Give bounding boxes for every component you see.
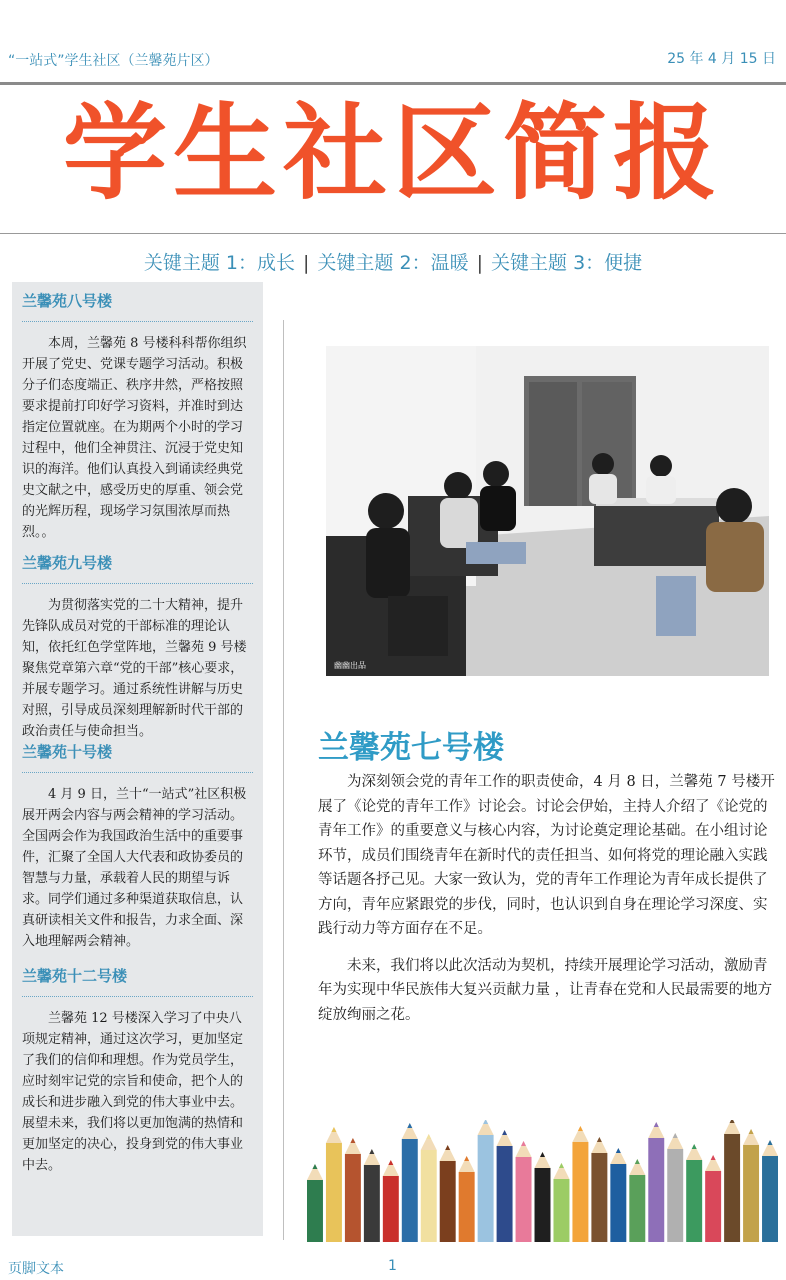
- top-divider: [0, 82, 786, 85]
- activity-photo: [326, 346, 769, 676]
- sidebar: [12, 282, 263, 1236]
- theme-1: 关键主题 1：成长: [143, 252, 295, 274]
- pencil-lead: [407, 1123, 412, 1128]
- pencil-body: [383, 1176, 399, 1242]
- article-paragraph-1: 为深刻领会党的青年工作的职责使命，4 月 8 日，兰馨苑 7 号楼开展了《论党的青年工作》讨论会。讨论会伊始，主持人介绍了《论党的青年工作》的重要意义与核心内容，为讨论奠定理论基础。在小组讨论环节，成员们围绕青年在新时代的责任担当、如何将党的理论融入实践等话题各抒己见。大家一致认为，党的青年工作理论为青年成长提供了方向，青年应紧跟党的步伐，同时，也认识到自身在理论学习深度、实践行动力等方面存在不足。: [318, 774, 775, 937]
- pencil-body: [686, 1160, 702, 1242]
- pencil-lead: [369, 1149, 374, 1154]
- pencil-body: [402, 1139, 418, 1242]
- pencil-body: [345, 1154, 361, 1242]
- article-body: [318, 770, 780, 1039]
- pencil-lead: [331, 1127, 336, 1132]
- pencil-lead: [597, 1137, 602, 1142]
- pencil-lead: [616, 1148, 621, 1153]
- pencil-lead: [483, 1120, 488, 1124]
- sidebar-text-12: 兰馨苑 12 号楼深入学习了中央八项规定精神，通过这次学习，更加坚定了我们的信仰和理想。作为党员学生，应时刻牢记党的宗旨和使命，把个人的成长和进步融入到党的伟大事业中去。展望未来，我们将以更加饱满的热情和更加坚定的决心，投身到党的伟大事业中去。: [22, 1011, 244, 1173]
- pencil-lead: [711, 1155, 716, 1160]
- pencil-lead: [350, 1138, 355, 1143]
- pencil-lead: [692, 1144, 697, 1149]
- pencil-body: [307, 1180, 323, 1242]
- pencil-lead: [464, 1156, 469, 1161]
- pencil-lead: [730, 1120, 735, 1123]
- pencil-body: [535, 1168, 551, 1242]
- pencil-body: [478, 1135, 494, 1242]
- pencil-lead: [673, 1133, 678, 1138]
- pencil-lead: [578, 1126, 583, 1131]
- pencil-body: [743, 1145, 759, 1242]
- pencil-body: [724, 1134, 740, 1242]
- photo-caption: 幽幽出品: [334, 661, 366, 670]
- pencil-body: [364, 1165, 380, 1242]
- pencil-body: [553, 1179, 569, 1242]
- pencils-illustration: [306, 1120, 780, 1242]
- pencil-lead: [559, 1163, 564, 1168]
- pencil-lead: [388, 1160, 393, 1165]
- header-org: “一站式”学生社区（兰馨苑片区）: [8, 53, 219, 69]
- sidebar-heading-9: 兰馨苑九号楼: [22, 554, 113, 572]
- sidebar-text-8: 本周，兰馨苑 8 号楼科科帮你组织开展了党史、党课专题学习活动。积极分子们态度端正、秩序井然，严格按照要求提前打印好学习资料，并准时到达指定位置就座。在为期两个小时的学习过程中，他们全神贯注、沉浸于党史知识的海洋。他们认真投入到诵读经典党史文献之中，感受历史的厚重、领会党的光辉历程，现场学习氛围浓厚而热烈。。: [22, 336, 247, 540]
- pencil-body: [610, 1164, 626, 1242]
- pencil-body: [667, 1149, 683, 1242]
- pencil-lead: [768, 1140, 773, 1145]
- pencil-body: [572, 1142, 588, 1242]
- article-title: 兰馨苑七号楼: [318, 730, 504, 766]
- pencil-body: [591, 1153, 607, 1242]
- footer-text: 页脚文本: [8, 1261, 64, 1277]
- pencil-lead: [426, 1134, 431, 1139]
- pencil-body: [440, 1161, 456, 1242]
- title-divider: [0, 233, 786, 234]
- sidebar-text-9: 为贯彻落实党的二十大精神，提升先锋队成员对党的干部标准的理论认知，依托红色学堂阵地，兰馨苑 9 号楼聚焦党章第六章“党的干部”核心要求，并展专题学习。通过系统性讲解与历史对照，引导成员深刻理解新时代干部的政治责任与使命担当。: [22, 598, 247, 739]
- pencil-lead: [445, 1145, 450, 1150]
- header-date: 25 年 4 月 15 日: [667, 51, 776, 67]
- sidebar-heading-10: 兰馨苑十号楼: [22, 743, 113, 761]
- pencil-lead: [635, 1159, 640, 1164]
- pencil-lead: [312, 1164, 317, 1169]
- pencil-body: [421, 1150, 437, 1242]
- article-paragraph-2: 未来，我们将以此次活动为契机，持续开展理论学习活动，激励青年为实现中华民族伟大复兴贡献力量 ，让青春在党和人民最需要的地方绽放绚丽之花。: [318, 957, 773, 1023]
- pencil-body: [516, 1157, 532, 1242]
- pencil-lead: [502, 1130, 507, 1135]
- pencil-body: [497, 1146, 513, 1242]
- key-themes: 关键主题 1：成长 | 关键主题 2：温暖 | 关键主题 3：便捷: [143, 252, 643, 274]
- theme-2: 关键主题 2：温暖: [317, 252, 469, 274]
- pencil-lead: [521, 1141, 526, 1146]
- pencils-decoration: [306, 1120, 780, 1242]
- pencil-body: [326, 1143, 342, 1242]
- pencil-body: [705, 1171, 721, 1242]
- pencil-lead: [654, 1122, 659, 1127]
- column-divider: [283, 320, 284, 1240]
- theme-3: 关键主题 3：便捷: [491, 252, 643, 274]
- page-title: 学生社区简报: [62, 92, 723, 214]
- pencil-lead: [540, 1152, 545, 1157]
- sidebar-heading-8: 兰馨苑八号楼: [22, 292, 113, 310]
- pencil-lead: [749, 1129, 754, 1134]
- sidebar-heading-12: 兰馨苑十二号楼: [22, 967, 128, 985]
- pencil-body: [459, 1172, 475, 1242]
- pencil-body: [648, 1138, 664, 1242]
- pencil-body: [762, 1156, 778, 1242]
- pencil-body: [629, 1175, 645, 1242]
- sidebar-text-10: 4 月 9 日，兰十“一站式”社区积极展开两会内容与两会精神的学习活动。全国两会作为我国政治生活中的重要事件，汇聚了全国人大代表和政协委员的智慧与力量，承载着人民的期望与诉求。同学们通过多种渠道获取信息，认真研读相关文件和报告，力求全面、深入地理解两会精神。: [22, 787, 247, 949]
- page-number: 1: [388, 1258, 397, 1274]
